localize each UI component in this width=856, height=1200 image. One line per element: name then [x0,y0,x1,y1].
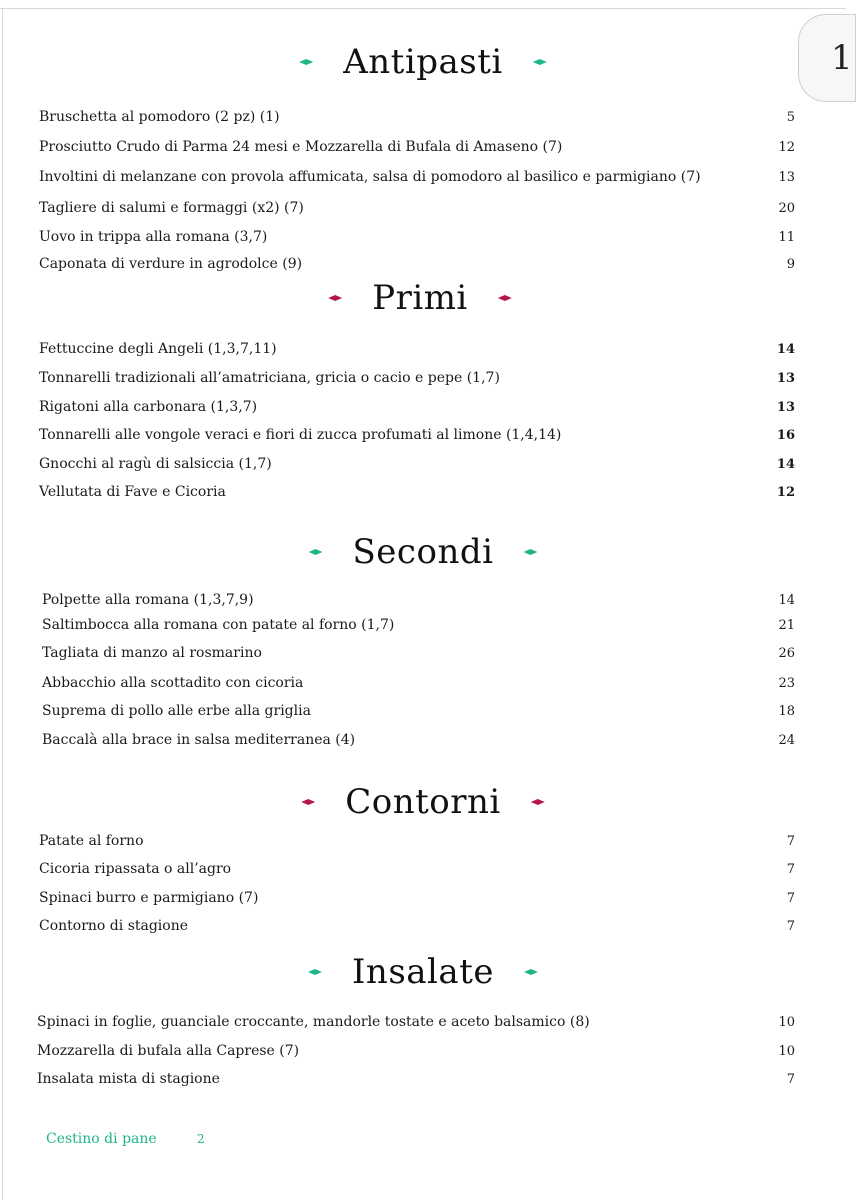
menu-item-price: 14 [776,342,795,357]
menu-item-price: 21 [778,618,795,633]
bread-price: 2 [197,1132,205,1146]
menu-item-name: Abbacchio alla scottadito con cicoria [42,675,304,691]
menu-item-price: 13 [778,170,795,185]
menu-item-price: 20 [778,201,795,216]
diamond-ornament-icon [309,549,323,555]
menu-item-name: Fettuccine degli Angeli (1,3,7,11) [39,341,277,357]
diamond-ornament-icon [524,969,538,975]
menu-item-name: Bruschetta al pomodoro (2 pz) (1) [39,109,280,125]
menu-item-price: 14 [776,457,795,472]
menu-item-name: Rigatoni alla carbonara (1,3,7) [39,399,258,415]
menu-item-name: Suprema di pollo alle erbe alla griglia [42,703,311,719]
menu-item-price: 24 [778,733,795,748]
menu-item-name: Baccalà alla brace in salsa mediterranea (4) [42,732,356,748]
menu-item-price: 7 [786,1072,795,1087]
section-title: Secondi [352,532,494,572]
menu-item-price: 10 [778,1044,795,1059]
menu-item-name: Tagliere di salumi e formaggi (x2) (7) [39,200,304,216]
diamond-ornament-icon [301,799,315,805]
section-title: Antipasti [343,42,503,82]
diamond-ornament-icon [533,59,547,65]
menu-item-name: Spinaci in foglie, guanciale croccante, mandorle tostate e aceto balsamico (8) [37,1014,590,1030]
page-left-edge [2,8,3,1200]
section-heading-secondi [0,534,846,570]
menu-item-name: Tonnarelli tradizionali all’amatriciana, gricia o cacio e pepe (1,7) [39,370,500,386]
menu-item-price: 10 [778,1015,795,1030]
menu-item-price: 12 [776,485,795,500]
menu-item-name: Contorno di stagione [39,918,189,934]
page-number: 1 [831,38,853,78]
menu-item-name: Spinaci burro e parmigiano (7) [39,890,259,906]
menu-item-price: 5 [786,110,795,125]
section-heading-primi [0,280,843,316]
section-heading-insalate [0,954,846,990]
menu-item-name: Tonnarelli alle vongole veraci e fiori di zucca profumati al limone (1,4,14) [39,427,562,443]
diamond-ornament-icon [308,969,322,975]
diamond-ornament-icon [328,295,342,301]
diamond-ornament-icon [498,295,512,301]
menu-item-price: 26 [778,646,795,661]
section-title: Contorni [345,782,501,822]
menu-item-price: 14 [778,593,795,608]
page-top-edge [0,8,846,9]
menu-item-price: 12 [778,140,795,155]
menu-item-price: 7 [786,891,795,906]
bread-label: Cestino di pane [46,1131,157,1147]
menu-item-price: 13 [776,400,795,415]
menu-item-price: 7 [786,919,795,934]
section-heading-contorni [0,784,846,820]
menu-item-name: Patate al forno [39,833,144,849]
menu-item-price: 7 [786,862,795,877]
menu-item-name: Mozzarella di bufala alla Caprese (7) [37,1043,300,1059]
menu-item-name: Gnocchi al ragù di salsiccia (1,7) [39,456,272,472]
section-heading-antipasti [0,44,846,80]
menu-item-price: 9 [786,257,795,272]
menu-item-name: Uovo in trippa alla romana (3,7) [39,229,268,245]
menu-item-name: Prosciutto Crudo di Parma 24 mesi e Mozzarella di Bufala di Amaseno (7) [39,139,563,155]
section-title: Insalate [352,952,494,992]
menu-item-name: Vellutata di Fave e Cicoria [39,484,226,500]
diamond-ornament-icon [531,799,545,805]
menu-item-name: Insalata mista di stagione [37,1071,220,1087]
menu-item-name: Polpette alla romana (1,3,7,9) [42,592,254,608]
menu-item-price: 23 [778,676,795,691]
menu-item-price: 11 [778,230,795,245]
menu-item-name: Cicoria ripassata o all’agro [39,861,232,877]
diamond-ornament-icon [299,59,313,65]
menu-item-name: Involtini di melanzane con provola affumicata, salsa di pomodoro al basilico e parmigiano (7) [39,169,701,185]
section-title: Primi [372,278,468,318]
diamond-ornament-icon [523,549,537,555]
menu-item-price: 13 [776,371,795,386]
menu-item-price: 16 [776,428,795,443]
menu-item-price: 7 [786,834,795,849]
menu-item-price: 18 [778,704,795,719]
menu-item-name: Caponata di verdure in agrodolce (9) [39,256,303,272]
menu-item-name: Saltimbocca alla romana con patate al forno (1,7) [42,617,395,633]
menu-item-name: Tagliata di manzo al rosmarino [42,645,262,661]
